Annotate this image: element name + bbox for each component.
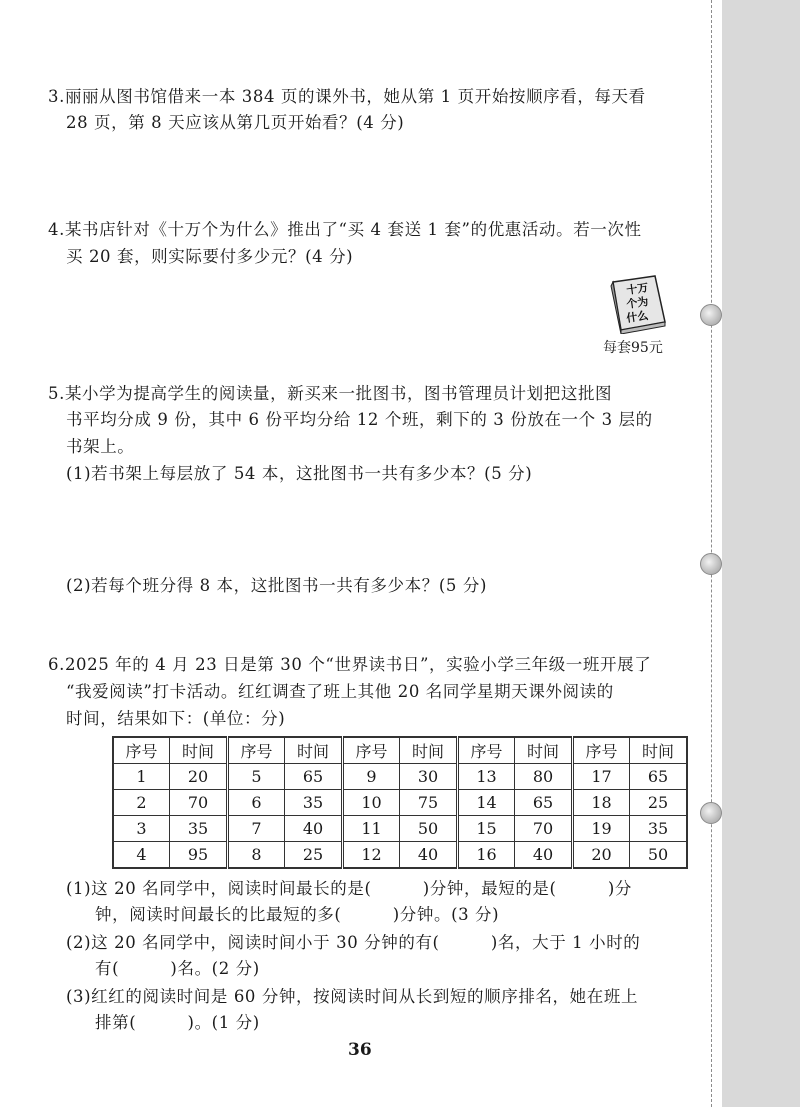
- book-title-line-3: 什么: [625, 309, 650, 325]
- q6-line-1: 6.2025 年的 4 月 23 日是第 30 个“世界读书日”，实验小学三年级一班开展了: [48, 655, 652, 674]
- table-cell: 70: [170, 790, 228, 816]
- table-cell: 8: [228, 842, 285, 869]
- q6-sub-2-line-2: 有( )名。(2 分): [95, 959, 260, 978]
- q6-sub-2-line-1: (2)这 20 名同学中，阅读时间小于 30 分钟的有( )名，大于 1 小时的: [66, 933, 641, 952]
- header-time: 时间: [400, 737, 458, 764]
- table-cell: 16: [458, 842, 515, 869]
- table-cell: 19: [573, 816, 630, 842]
- table-cell: 40: [285, 816, 343, 842]
- page-number: 36: [348, 1040, 372, 1060]
- table-cell: 17: [573, 764, 630, 790]
- table-cell: 30: [400, 764, 458, 790]
- table-cell: 50: [400, 816, 458, 842]
- binding-margin: [722, 0, 800, 1107]
- table-cell: 7: [228, 816, 285, 842]
- table-cell: 4: [113, 842, 170, 869]
- book-title-line-2: 个为: [625, 295, 650, 311]
- table-cell: 14: [458, 790, 515, 816]
- table-cell: 18: [573, 790, 630, 816]
- table-cell: 20: [170, 764, 228, 790]
- binding-hole-icon: [700, 802, 722, 824]
- table-cell: 6: [228, 790, 285, 816]
- table-cell: 65: [285, 764, 343, 790]
- q3-line-1: 3.丽丽从图书馆借来一本 384 页的课外书，她从第 1 页开始按顺序看，每天看: [48, 87, 646, 106]
- header-num: 序号: [458, 737, 515, 764]
- q5-line-1: 5.某小学为提高学生的阅读量，新买来一批图书，图书管理员计划把这批图: [48, 384, 613, 403]
- q3-line-2: 28 页，第 8 天应该从第几页开始看？(4 分): [66, 113, 405, 132]
- table-cell: 80: [515, 764, 573, 790]
- table-cell: 95: [170, 842, 228, 869]
- table-cell: 20: [573, 842, 630, 869]
- table-cell: 3: [113, 816, 170, 842]
- header-num: 序号: [573, 737, 630, 764]
- binding-hole-icon: [700, 304, 722, 326]
- q5-sub-1: (1)若书架上每层放了 54 本，这批图书一共有多少本？(5 分): [66, 464, 533, 483]
- table-cell: 2: [113, 790, 170, 816]
- table-cell: 70: [515, 816, 573, 842]
- table-cell: 35: [285, 790, 343, 816]
- book-illustration-icon: [605, 272, 667, 334]
- table-cell: 11: [343, 816, 400, 842]
- table-cell: 25: [285, 842, 343, 869]
- header-time: 时间: [170, 737, 228, 764]
- table-row: [113, 790, 687, 816]
- q4-line-2: 买 20 套，则实际要付多少元？(4 分): [66, 247, 354, 266]
- binding-hole-icon: [700, 553, 722, 575]
- table-cell: 10: [343, 790, 400, 816]
- table-header-row: [113, 737, 687, 764]
- table-cell: 15: [458, 816, 515, 842]
- table-cell: 40: [515, 842, 573, 869]
- q6-line-3: 时间，结果如下：(单位：分): [66, 709, 286, 728]
- table-row: [113, 816, 687, 842]
- header-num: 序号: [228, 737, 285, 764]
- q6-sub-1-line-1: (1)这 20 名同学中，阅读时间最长的是( )分钟，最短的是( )分: [66, 879, 633, 898]
- table-cell: 12: [343, 842, 400, 869]
- header-time: 时间: [515, 737, 573, 764]
- q5-line-3: 书架上。: [66, 437, 135, 456]
- table-cell: 65: [515, 790, 573, 816]
- table-cell: 1: [113, 764, 170, 790]
- table-cell: 25: [630, 790, 688, 816]
- header-num: 序号: [113, 737, 170, 764]
- q6-sub-1-line-2: 钟，阅读时间最长的比最短的多( )分钟。(3 分): [95, 905, 500, 924]
- table-cell: 65: [630, 764, 688, 790]
- table-cell: 5: [228, 764, 285, 790]
- table-cell: 9: [343, 764, 400, 790]
- table-cell: 35: [630, 816, 688, 842]
- table-row: [113, 764, 687, 790]
- header-time: 时间: [285, 737, 343, 764]
- q5-sub-2: (2)若每个班分得 8 本，这批图书一共有多少本？(5 分): [66, 576, 487, 595]
- q6-line-2: “我爱阅读”打卡活动。红红调查了班上其他 20 名同学星期天课外阅读的: [66, 682, 614, 701]
- header-num: 序号: [343, 737, 400, 764]
- q4-line-1: 4.某书店针对《十万个为什么》推出了“买 4 套送 1 套”的优惠活动。若一次性: [48, 220, 642, 239]
- q5-line-2: 书平均分成 9 份，其中 6 份平均分给 12 个班，剩下的 3 份放在一个 3 层的: [66, 410, 653, 429]
- reading-time-table: [112, 736, 688, 869]
- table-row: [113, 842, 687, 869]
- table-cell: 75: [400, 790, 458, 816]
- table-cell: 40: [400, 842, 458, 869]
- table-cell: 35: [170, 816, 228, 842]
- header-time: 时间: [630, 737, 688, 764]
- q6-sub-3-line-2: 排第( )。(1 分): [95, 1013, 260, 1032]
- book-price-label: 每套95元: [603, 340, 663, 356]
- table-cell: 13: [458, 764, 515, 790]
- book-title-line-1: 十万: [625, 281, 650, 297]
- q6-sub-3-line-1: (3)红红的阅读时间是 60 分钟，按阅读时间从长到短的顺序排名，她在班上: [66, 987, 639, 1006]
- table-cell: 50: [630, 842, 688, 869]
